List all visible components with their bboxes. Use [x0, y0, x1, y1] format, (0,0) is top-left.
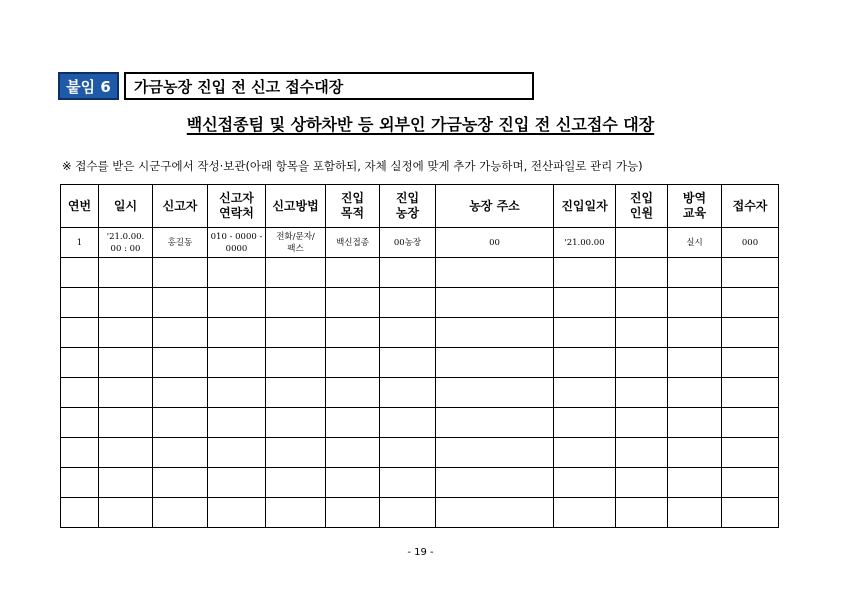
- table-cell: [153, 288, 208, 318]
- table-cell: [554, 288, 616, 318]
- table-row: [61, 348, 779, 378]
- table-cell: [380, 288, 436, 318]
- table-cell: [436, 498, 554, 528]
- table-cell: [61, 318, 99, 348]
- table-cell: [99, 348, 153, 378]
- table-cell: '21.0.00. 00 : 00: [99, 228, 153, 258]
- table-cell: [61, 348, 99, 378]
- table-row: [61, 228, 779, 258]
- table-cell: [554, 378, 616, 408]
- table-cell: [616, 408, 668, 438]
- table-cell: [436, 468, 554, 498]
- table-cell: [61, 438, 99, 468]
- table-row: [61, 498, 779, 528]
- table-cell: [616, 348, 668, 378]
- table-cell: [722, 438, 779, 468]
- table-cell: 홍길동: [153, 228, 208, 258]
- table-cell: [326, 318, 380, 348]
- note-text: ※ 접수를 받은 시군구에서 작성·보관(아래 항목을 포함하되, 자체 실정에 맞게 추가 가능하며, 전산파일로 관리 가능): [62, 159, 643, 173]
- table-cell: [153, 468, 208, 498]
- attachment-title: 가금농장 진입 전 신고 접수대장: [124, 72, 534, 100]
- table-row: [61, 408, 779, 438]
- table-header-row: [61, 185, 779, 228]
- table-cell: [380, 318, 436, 348]
- table-cell: 1: [61, 228, 99, 258]
- table-cell: [266, 438, 326, 468]
- table-cell: [153, 498, 208, 528]
- column-header: 진입일자: [554, 185, 616, 228]
- table-cell: [668, 318, 722, 348]
- table-cell: [616, 438, 668, 468]
- table-cell: [61, 468, 99, 498]
- table-cell: [668, 408, 722, 438]
- table-cell: 00농장: [380, 228, 436, 258]
- table-cell: [99, 288, 153, 318]
- column-header: 방역 교육: [668, 185, 722, 228]
- table-cell: [99, 498, 153, 528]
- page-title: [0, 112, 841, 135]
- table-cell: [266, 258, 326, 288]
- table-cell: [722, 258, 779, 288]
- table-cell: [153, 438, 208, 468]
- table-cell: [554, 348, 616, 378]
- table-cell: [554, 438, 616, 468]
- table-row: [61, 288, 779, 318]
- table-cell: [616, 288, 668, 318]
- table-cell: [99, 258, 153, 288]
- table-cell: 00: [436, 228, 554, 258]
- table-cell: [153, 348, 208, 378]
- table-cell: [208, 378, 266, 408]
- table-cell: [266, 378, 326, 408]
- table-cell: [61, 378, 99, 408]
- table-cell: [380, 408, 436, 438]
- table-cell: [668, 468, 722, 498]
- table-cell: [208, 288, 266, 318]
- table-cell: [208, 348, 266, 378]
- table-cell: [436, 258, 554, 288]
- table-cell: [61, 258, 99, 288]
- table-cell: [99, 438, 153, 468]
- table-cell: [722, 348, 779, 378]
- attachment-header: [58, 72, 534, 100]
- table-cell: [554, 318, 616, 348]
- column-header: 신고자: [153, 185, 208, 228]
- table-cell: [61, 288, 99, 318]
- table-cell: [380, 378, 436, 408]
- table-cell: [153, 258, 208, 288]
- column-header: 신고자 연락처: [208, 185, 266, 228]
- table-cell: [722, 288, 779, 318]
- table-cell: [326, 378, 380, 408]
- table-cell: [380, 348, 436, 378]
- column-header: 진입 인원: [616, 185, 668, 228]
- column-header: 연번: [61, 185, 99, 228]
- table-cell: [668, 438, 722, 468]
- table-cell: [266, 468, 326, 498]
- table-cell: [266, 498, 326, 528]
- table-cell: [208, 318, 266, 348]
- table-cell: [266, 348, 326, 378]
- table-cell: [380, 258, 436, 288]
- table-cell: [208, 408, 266, 438]
- page-number: - 19 -: [407, 547, 434, 558]
- table-cell: '21.00.00: [554, 228, 616, 258]
- table-cell: [668, 288, 722, 318]
- table-cell: [153, 378, 208, 408]
- table-row: [61, 258, 779, 288]
- table-cell: [326, 258, 380, 288]
- table-cell: [153, 408, 208, 438]
- table-row: [61, 378, 779, 408]
- table-cell: [668, 498, 722, 528]
- table-cell: [554, 468, 616, 498]
- table-cell: 백신접종: [326, 228, 380, 258]
- table-cell: [436, 288, 554, 318]
- page-title-text: 백신접종팀 및 상하차반 등 외부인 가금농장 진입 전 신고접수 대장: [186, 115, 655, 134]
- table-cell: [99, 318, 153, 348]
- table-cell: [326, 288, 380, 318]
- table-cell: [436, 438, 554, 468]
- table-cell: [326, 408, 380, 438]
- table-cell: 실시: [668, 228, 722, 258]
- table-cell: [616, 498, 668, 528]
- table-cell: [326, 438, 380, 468]
- column-header: 진입 농장: [380, 185, 436, 228]
- table-cell: [554, 498, 616, 528]
- table-cell: [266, 318, 326, 348]
- table-cell: [722, 498, 779, 528]
- table-cell: [722, 408, 779, 438]
- column-header: 접수자: [722, 185, 779, 228]
- table-cell: [153, 318, 208, 348]
- column-header: 농장 주소: [436, 185, 554, 228]
- table-cell: [436, 378, 554, 408]
- table-cell: [208, 438, 266, 468]
- table-cell: [616, 318, 668, 348]
- table-cell: [616, 378, 668, 408]
- table-cell: [616, 468, 668, 498]
- table-cell: [99, 408, 153, 438]
- table-cell: [436, 318, 554, 348]
- table-cell: [208, 468, 266, 498]
- table-cell: [722, 318, 779, 348]
- table-cell: [326, 348, 380, 378]
- table-cell: [380, 498, 436, 528]
- table-cell: [208, 258, 266, 288]
- table-cell: [616, 258, 668, 288]
- attachment-badge: 붙임 6: [58, 72, 119, 100]
- table-cell: [326, 498, 380, 528]
- table-cell: [380, 468, 436, 498]
- column-header: 신고방법: [266, 185, 326, 228]
- table-cell: 000: [722, 228, 779, 258]
- table-cell: [554, 408, 616, 438]
- registration-ledger-table: [60, 184, 779, 528]
- table-cell: 전화/문자/ 팩스: [266, 228, 326, 258]
- table-cell: [266, 288, 326, 318]
- table-cell: [436, 348, 554, 378]
- table-row: [61, 468, 779, 498]
- table-cell: [99, 468, 153, 498]
- table-cell: 010 - 0000 - 0000: [208, 228, 266, 258]
- table-cell: [380, 438, 436, 468]
- column-header: 진입 목적: [326, 185, 380, 228]
- table-row: [61, 438, 779, 468]
- table-cell: [668, 378, 722, 408]
- table-cell: [266, 408, 326, 438]
- table-cell: [616, 228, 668, 258]
- table-cell: [722, 378, 779, 408]
- table-row: [61, 318, 779, 348]
- table-cell: [668, 348, 722, 378]
- table-cell: [61, 408, 99, 438]
- table-cell: [436, 408, 554, 438]
- table-cell: [61, 498, 99, 528]
- column-header: 일시: [99, 185, 153, 228]
- table-cell: [668, 258, 722, 288]
- table-cell: [554, 258, 616, 288]
- table-cell: [208, 498, 266, 528]
- table-cell: [326, 468, 380, 498]
- table-cell: [722, 468, 779, 498]
- table-cell: [99, 378, 153, 408]
